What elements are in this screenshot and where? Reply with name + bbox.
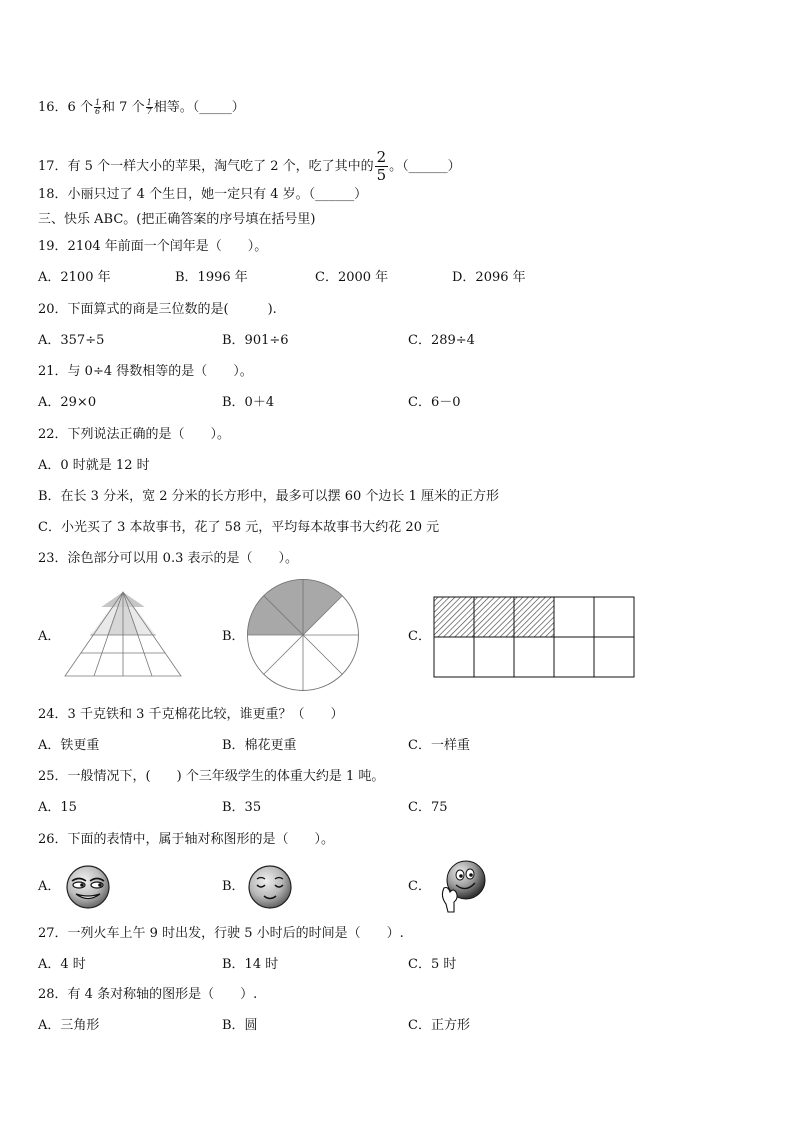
emoji-a-icon [64, 864, 112, 910]
q28-option-a: A．三角形 [38, 1018, 100, 1033]
q26-option-a: A． [38, 879, 61, 894]
q28-option-c: C．正方形 [408, 1018, 470, 1033]
triangle-figure [62, 590, 184, 678]
question-18: 18．小丽只过了 4 个生日，她一定只有 4 岁。（______） [38, 187, 368, 202]
question-20: 20．下面算式的商是三位数的是( ). [38, 302, 277, 317]
q27-option-c: C．5 时 [408, 957, 457, 972]
q24-option-a: A．铁更重 [38, 738, 100, 753]
grid-hatched-cell-3 [514, 597, 554, 637]
q19-option-c: C．2000 年 [315, 270, 389, 285]
emoji-c-icon [436, 858, 490, 914]
question-17: 17．有 5 个一样大小的苹果，淘气吃了 2 个，吃了其中的 $\frac{2}{5}$ 。（______） [38, 148, 461, 184]
question-26: 26．下面的表情中，属于轴对称图形的是（ ）。 [38, 832, 335, 847]
fraction-one-sixth: $\frac{1}{6}$ [94, 98, 101, 116]
section-heading-3: 三、快乐 ABC。(把正确答案的序号填在括号里) [38, 212, 316, 227]
question-25: 25．一般情况下，( ) 个三年级学生的体重大约是 1 吨。 [38, 769, 385, 784]
q20-option-b: B．901÷6 [222, 333, 289, 348]
circle-figure [244, 578, 362, 692]
question-23: 23．涂色部分可以用 0.3 表示的是（ ）。 [38, 551, 298, 566]
q21-option-b: B．0＋4 [222, 395, 275, 410]
q26-option-c: C． [408, 879, 431, 894]
question-21: 21．与 0÷4 得数相等的是（ ）。 [38, 364, 253, 379]
q21-option-c: C．6－0 [408, 395, 461, 410]
q22-option-c: C．小光买了 3 本故事书，花了 58 元，平均每本故事书大约花 20 元 [38, 520, 440, 535]
q22-option-a: A．0 时就是 12 时 [38, 458, 150, 473]
question-24: 24．3 千克铁和 3 千克棉花比较，谁更重？（ ） [38, 707, 344, 722]
q25-option-b: B．35 [222, 800, 262, 815]
q23-option-c: C． [408, 629, 431, 644]
grid-hatched-cell-2 [474, 597, 514, 637]
question-27: 27．一列火车上午 9 时出发，行驶 5 小时后的时间是（ ）. [38, 926, 404, 941]
question-19: 19．2104 年前面一个闰年是（ ）。 [38, 239, 268, 254]
q23-option-a: A． [38, 629, 61, 644]
q20-option-c: C．289÷4 [408, 333, 475, 348]
grid-figure [433, 596, 635, 678]
fraction-one-seventh: $\frac{1}{7}$ [146, 98, 152, 116]
question-16: 16．6 个 $\frac{1}{6}$ 和 7 个 $\frac{1}{7}$ 相等。（_____） [38, 98, 245, 116]
question-28: 28．有 4 条对称轴的图形是（ ）. [38, 987, 258, 1002]
q21-option-a: A．29×0 [38, 395, 97, 410]
q25-option-c: C．75 [408, 800, 448, 815]
q24-option-c: C．一样重 [408, 738, 470, 753]
q19-option-a: A．2100 年 [38, 270, 111, 285]
q22-option-b: B．在长 3 分米，宽 2 分米的长方形中，最多可以摆 60 个边长 1 厘米的正方形 [38, 489, 499, 504]
q25-option-a: A．15 [38, 800, 77, 815]
q26-option-b: B． [222, 879, 245, 894]
q27-option-b: B．14 时 [222, 957, 279, 972]
q23-option-b: B． [222, 629, 245, 644]
q28-option-b: B．圆 [222, 1018, 258, 1033]
grid-hatched-cell-1 [434, 597, 474, 637]
q27-option-a: A．4 时 [38, 957, 86, 972]
q24-option-b: B．棉花更重 [222, 738, 297, 753]
question-22: 22．下列说法正确的是（ ）。 [38, 427, 231, 442]
emoji-b-icon [246, 864, 294, 910]
q19-option-b: B．1996 年 [175, 270, 248, 285]
fraction-two-fifths: $\frac{2}{5}$ [376, 148, 387, 184]
q19-option-d: D．2096 年 [452, 270, 526, 285]
q20-option-a: A．357÷5 [38, 333, 105, 348]
